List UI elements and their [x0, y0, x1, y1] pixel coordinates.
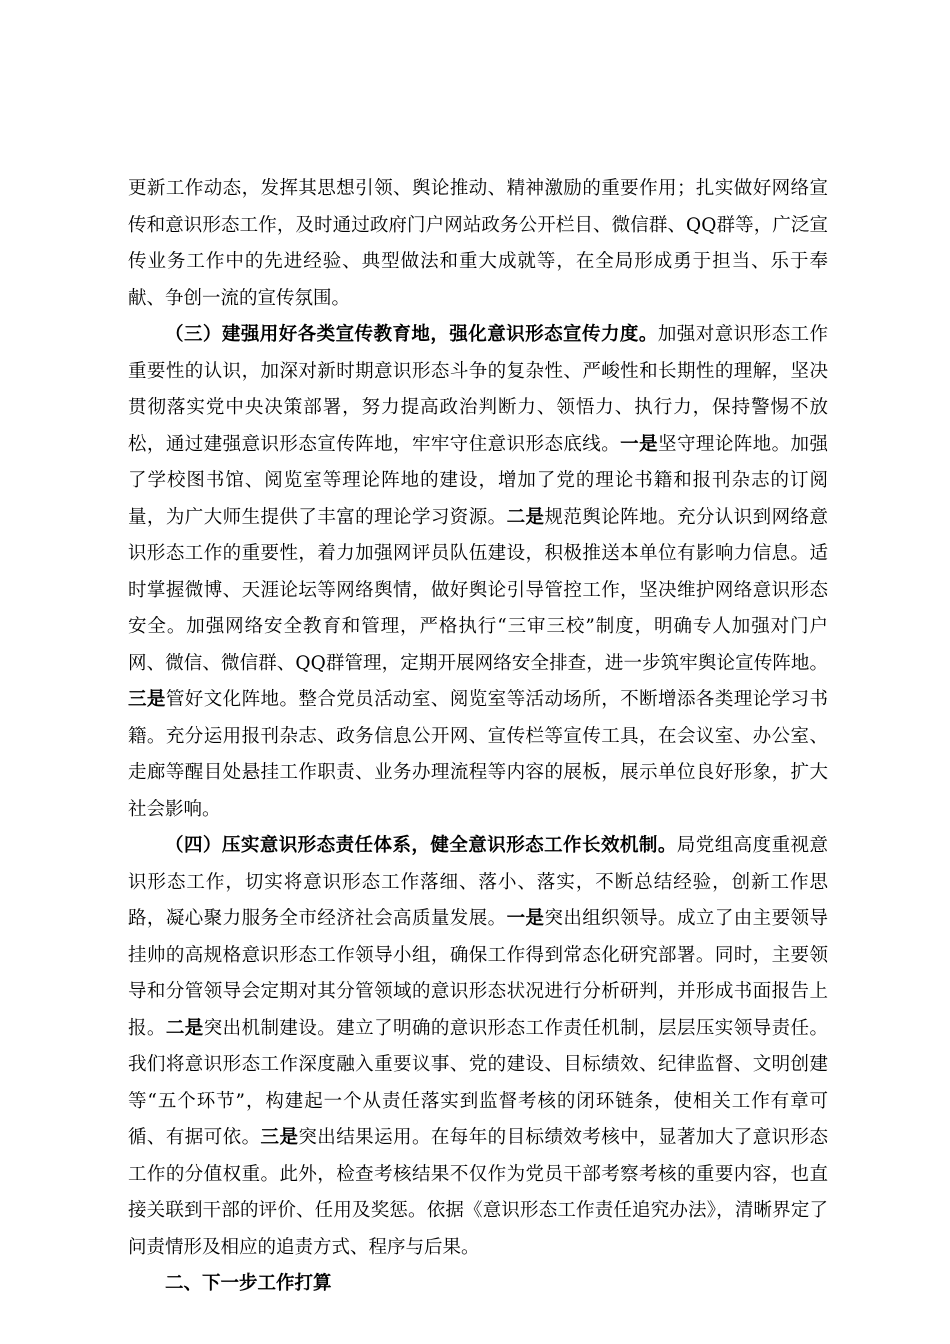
paragraph-text: 突出结果运用。在每年的目标绩效考核中，显著加大了意识形态工作的分值权重。此外，检查考核结果不仅作为党员干部考察考核的重要内容，也直接关联到干部的评价、任用及奖惩。依据《意识形态工作责任追究办法》，清晰界定了问责情形及相应的追责方式、程序与后果。	[128, 1127, 828, 1258]
point-marker-three: 三是	[128, 689, 166, 710]
paragraph-text: 规范舆论阵地。充分认识到网络意识形态工作的重要性，着力加强网评员队伍建设，积极推送本单位有影响力信息。适时掌握微博、天涯论坛等网络舆情，做好舆论引导管控工作，坚决维护网络意识形态安全。加强网络安全教育和管理，严格执行“三审三校”制度，明确专人加强对门户网、微信、微信群、QQ群管理，定期开展网络安全排查，进一步筑牢舆论宣传阵地。	[128, 506, 828, 674]
paragraph-text: 突出组织领导。成立了由主要领导挂帅的高规格意识形态工作领导小组，确保工作得到常态化研究部署。同时，主要领导和分管领导会定期对其分管领域的意识形态状况进行分析研判，并形成书面报告上报。	[128, 908, 828, 1039]
point-marker-one: 一是	[620, 433, 659, 455]
paragraph-text: 管好文化阵地。整合党员活动室、阅览室等活动场所，不断增添各类理论学习书籍。充分运用报刊杂志、政务信息公开网、宣传栏等宣传工具，在会议室、办公室、走廊等醒目处悬挂工作职责、业务办理流程等内容的展板，展示单位良好形象，扩大社会影响。	[128, 689, 828, 820]
section-heading-four: （四）压实意识形态责任体系，健全意识形态工作长效机制。	[165, 835, 677, 856]
point-marker-two: 二是	[506, 506, 545, 528]
point-marker-three: 三是	[260, 1127, 299, 1148]
paragraph-section-four	[128, 828, 828, 1266]
paragraph-text: 坚守理论阵地。加强了学校图书馆、阅览室等理论阵地的建设，增加了党的理论书籍和报刊杂志的订阅量，为广大师生提供了丰富的理论学习资源。	[128, 433, 828, 528]
point-marker-two: 二是	[165, 1017, 204, 1039]
paragraph-text: 突出机制建设。建立了明确的意识形态工作责任机制，层层压实领导责任。我们将意识形态工作深度融入重要议事、党的建设、目标绩效、纪律监督、文明创建等“五个环节”，构建起一个从责任落实到监督考核的闭环链条，使相关工作有章可循、有据可依。	[128, 1017, 828, 1148]
document-page	[128, 171, 828, 1303]
paragraph-text: 加强对意识形态工作重要性的认识，加深对新时期意识形态斗争的复杂性、严峻性和长期性的理解，坚决贯彻落实党中央决策部署，努力提高政治判断力、领悟力、执行力，保持警惕不放松，通过建强意识形态宣传阵地，牢牢守住意识形态底线。	[128, 324, 828, 455]
section-heading-next-steps: 二、下一步工作打算	[165, 1273, 332, 1294]
paragraph-text: 局党组高度重视意识形态工作，切实将意识形态工作落细、落小、落实，不断总结经验，创新工作思路，凝心聚力服务全市经济社会高质量发展。	[128, 835, 828, 929]
paragraph-next-steps	[128, 1266, 828, 1303]
paragraph-section-three	[128, 317, 828, 828]
section-heading-three: （三）建强用好各类宣传教育地，强化意识形态宣传力度。	[165, 324, 658, 345]
paragraph-text: 更新工作动态，发挥其思想引领、舆论推动、精神激励的重要作用；扎实做好网络宣传和意识形态工作，及时通过政府门户网站政务公开栏目、微信群、QQ群等，广泛宣传业务工作中的先进经验、典型做法和重大成就等，在全局形成勇于担当、乐于奉献、争创一流的宣传氛围。	[128, 178, 828, 309]
point-marker-one: 一是	[506, 908, 545, 929]
paragraph-continuation	[128, 171, 828, 317]
